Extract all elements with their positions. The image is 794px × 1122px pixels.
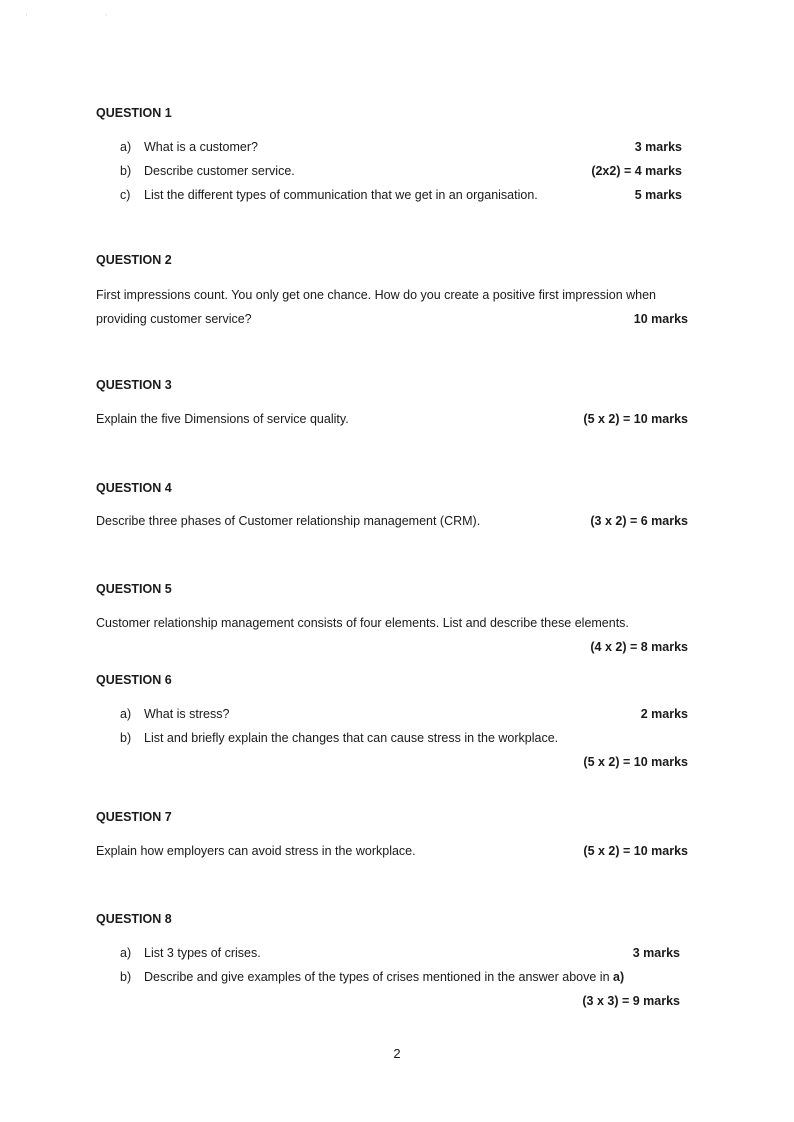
question-7-marks: (5 x 2) = 10 marks — [583, 844, 688, 858]
item-marks: 3 marks — [634, 140, 682, 154]
item-text: List the different types of communication that we get in an organisation. — [144, 188, 538, 202]
question-4-title: QUESTION 4 — [96, 481, 172, 495]
question-8-item-b — [96, 965, 680, 989]
item-label: b) — [120, 164, 132, 178]
item-marks: 3 marks — [632, 946, 680, 960]
question-6-item-b — [96, 726, 688, 750]
item-text: List and briefly explain the changes that can cause stress in the workplace. — [144, 731, 559, 745]
question-6-item-b-marks: (5 x 2) = 10 marks — [583, 755, 688, 769]
question-5-text: Customer relationship management consists of four elements. List and describe these elements. — [96, 616, 629, 630]
question-8-item-a — [96, 941, 680, 965]
item-text: Describe and give examples of the types of crises mentioned in the answer above in — [144, 970, 610, 984]
question-4-marks: (3 x 2) = 6 marks — [590, 514, 688, 528]
item-text: What is stress? — [144, 707, 230, 721]
question-2 — [96, 248, 688, 331]
question-4-text: Describe three phases of Customer relationship management (CRM). — [96, 514, 481, 528]
page-number: 2 — [393, 1046, 401, 1061]
question-4 — [96, 476, 688, 533]
item-label: a) — [120, 707, 132, 721]
question-3-marks: (5 x 2) = 10 marks — [583, 412, 688, 426]
question-7-title: QUESTION 7 — [96, 810, 172, 824]
question-4-text-line — [96, 509, 688, 533]
question-7-text: Explain how employers can avoid stress in the workplace. — [96, 844, 416, 858]
question-3-text: Explain the five Dimensions of service quality. — [96, 412, 349, 426]
question-2-title: QUESTION 2 — [96, 253, 172, 267]
question-8 — [96, 907, 680, 1013]
item-marks: 5 marks — [634, 188, 682, 202]
item-label: a) — [120, 140, 132, 154]
question-3-text-line — [96, 407, 688, 431]
item-label: b) — [120, 731, 132, 745]
question-3-title: QUESTION 3 — [96, 378, 172, 392]
question-6-title: QUESTION 6 — [96, 673, 172, 687]
question-1 — [96, 101, 682, 207]
item-text: Describe customer service. — [144, 164, 295, 178]
question-1-item-a — [96, 135, 682, 159]
item-reference: a) — [613, 970, 625, 984]
question-7 — [96, 805, 688, 863]
question-7-text-line — [96, 839, 688, 863]
question-2-text-line-2 — [96, 307, 688, 331]
question-1-title: QUESTION 1 — [96, 106, 172, 120]
question-2-text: providing customer service? — [96, 312, 252, 326]
question-1-item-c — [96, 183, 682, 207]
item-label: c) — [120, 188, 131, 202]
question-6-item-a — [96, 702, 688, 726]
item-label: b) — [120, 970, 132, 984]
question-3 — [96, 373, 688, 431]
question-2-marks: 10 marks — [633, 312, 688, 326]
question-1-item-b — [96, 159, 682, 183]
question-8-title: QUESTION 8 — [96, 912, 172, 926]
question-5-marks: (4 x 2) = 8 marks — [590, 640, 688, 654]
question-5 — [96, 577, 688, 659]
question-5-title: QUESTION 5 — [96, 582, 172, 596]
question-8-item-b-marks: (3 x 3) = 9 marks — [582, 994, 680, 1008]
item-marks: (2x2) = 4 marks — [591, 164, 682, 178]
scan-specks: ' ' — [26, 14, 145, 21]
item-label: a) — [120, 946, 132, 960]
item-text: What is a customer? — [144, 140, 258, 154]
item-text: List 3 types of crises. — [144, 946, 261, 960]
question-6 — [96, 668, 688, 774]
question-2-text-line-1: First impressions count. You only get one chance. How do you create a positive first impression when — [96, 288, 657, 302]
item-marks: 2 marks — [640, 707, 688, 721]
